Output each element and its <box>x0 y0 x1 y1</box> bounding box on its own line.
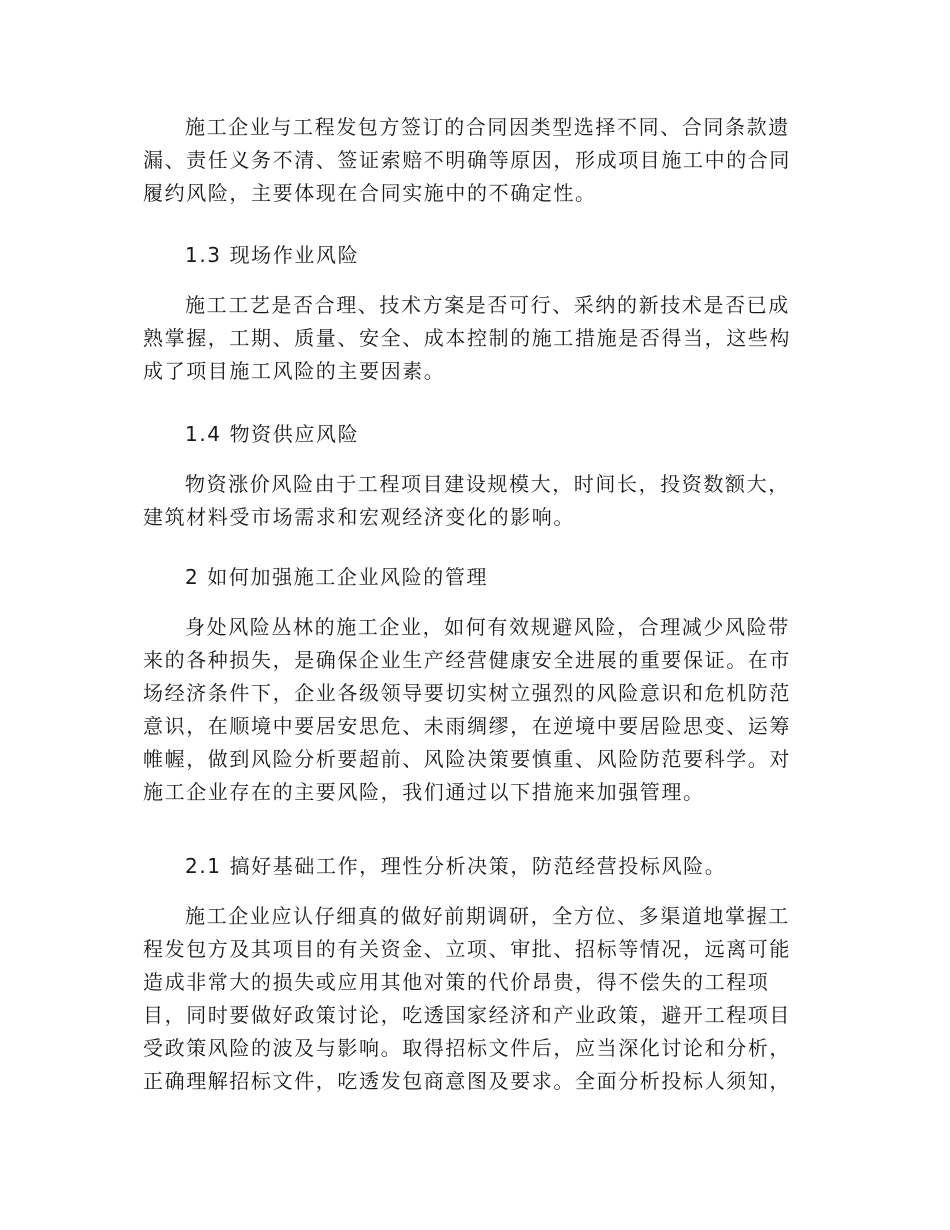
text-line: 履约风险，主要体现在合同实施中的不确定性。 <box>143 181 597 205</box>
text-line: 造成非常大的损失或应用其他对策的代价昂贵，得不偿失的工程项 <box>143 970 770 994</box>
section-heading-1-4: 1.4 物资供应风险 <box>185 422 360 446</box>
section-heading-1-3: 1.3 现场作业风险 <box>185 243 360 267</box>
text-line: 帷幄，做到风险分析要超前、风险决策要慎重、风险防范要科学。对 <box>143 747 791 771</box>
section-heading-2: 2 如何加强施工企业风险的管理 <box>185 565 489 589</box>
text-line: 施工企业与工程发包方签订的合同因类型选择不同、合同条款遗 <box>185 115 790 139</box>
text-line: 场经济条件下，企业各级领导要切实树立强烈的风险意识和危机防范 <box>143 681 791 705</box>
text-line: 熟掌握，工期、质量、安全、成本控制的施工措施是否得当，这些构 <box>143 326 791 350</box>
text-line: 身处风险丛林的施工企业，如何有效规避风险，合理减少风险带 <box>185 615 790 639</box>
text-line: 施工企业应认仔细真的做好前期调研，全方位、多渠道地掌握工 <box>185 904 790 928</box>
paragraph-supply-risk <box>143 468 807 534</box>
text-line: 受政策风险的波及与影响。取得招标文件后，应当深化讨论和分析， <box>143 1036 791 1060</box>
section-heading-2-1: 2.1 搞好基础工作，理性分析决策，防范经营投标风险。 <box>185 854 727 878</box>
text-line: 程发包方及其项目的有关资金、立项、审批、招标等情况，远离可能 <box>143 937 791 961</box>
text-line: 施工企业存在的主要风险，我们通过以下措施来加强管理。 <box>143 780 705 804</box>
text-line: 施工工艺是否合理、技术方案是否可行、采纳的新技术是否已成 <box>185 293 790 317</box>
text-line: 意识，在顺境中要居安思危、未雨绸缪，在逆境中要居险思变、运筹 <box>143 714 791 738</box>
text-line: 成了项目施工风险的主要因素。 <box>143 359 446 383</box>
paragraph-site-risk <box>143 289 807 388</box>
text-line: 建筑材料受市场需求和宏观经济变化的影响。 <box>143 505 575 529</box>
text-line: 目，同时要做好政策讨论，吃透国家经济和产业政策，避开工程项目 <box>143 1003 791 1027</box>
paragraph-risk-management <box>143 611 807 809</box>
text-line: 正确理解招标文件，吃透发包商意图及要求。全面分析投标人须知， <box>143 1069 791 1093</box>
text-line: 漏、责任义务不清、签证索赔不明确等原因，形成项目施工中的合同 <box>143 148 791 172</box>
paragraph-bidding-risk <box>143 900 807 1098</box>
paragraph-contract-risk <box>143 111 807 210</box>
text-line: 物资涨价风险由于工程项目建设规模大，时间长，投资数额大， <box>185 472 790 496</box>
text-line: 来的各种损失，是确保企业生产经营健康安全进展的重要保证。在市 <box>143 648 791 672</box>
